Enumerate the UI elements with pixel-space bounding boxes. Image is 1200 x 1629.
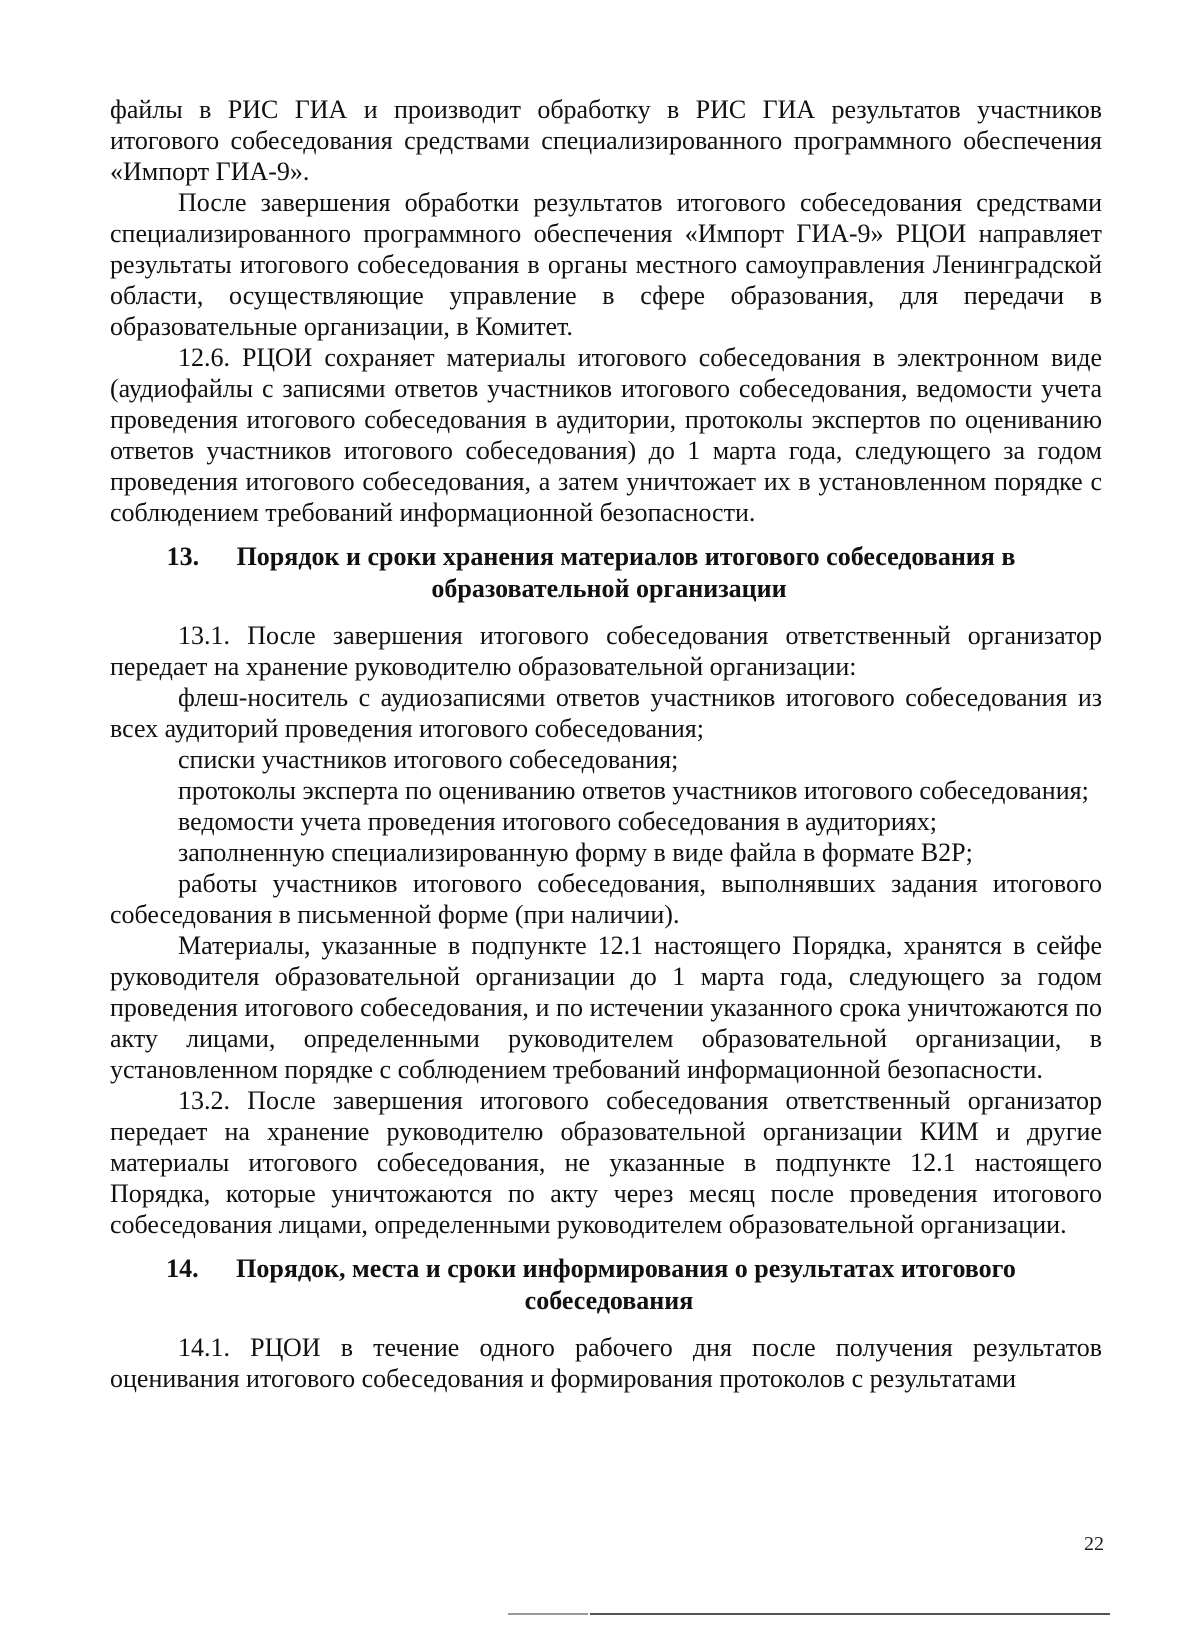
paragraph: После завершения обработки результатов итогового собеседования средствами специализированного программного обеспечения «Импорт ГИА-9» РЦОИ направляет результаты итогового собеседования в органы местного самоуправления Ленинградской области, осуществляющие управление в сфере образования, для передачи в образовательные организации, в Комитет.	[110, 188, 1102, 341]
section-number: 14.	[166, 1254, 199, 1283]
section-title: Порядок и сроки хранения материалов итогового собеседования в образовательной организации	[236, 542, 1016, 603]
list-item: протоколы эксперта по оцениванию ответов участников итогового собеседования;	[178, 776, 1089, 805]
paragraph: 13.2. После завершения итогового собеседования ответственный организатор передает на хранение руководителю образовательной организации КИМ и другие материалы итогового собеседования, не указанные в подпункте 12.1 настоящего Порядка, которые уничтожаются по акту через месяц после проведения итогового собеседования лицами, определенными руководителем образовательной организации.	[110, 1086, 1102, 1239]
list-item: работы участников итогового собеседования, выполнявших задания итогового собеседования в письменной форме (при наличии).	[110, 869, 1102, 929]
paragraph: 14.1. РЦОИ в течение одного рабочего дня после получения результатов оценивания итогового собеседования и формирования протоколов с результатами	[110, 1333, 1102, 1393]
list-item: ведомости учета проведения итогового собеседования в аудиториях;	[178, 807, 937, 836]
paragraph: 13.1. После завершения итогового собеседования ответственный организатор передает на хранение руководителю образовательной организации:	[110, 621, 1102, 681]
paragraph: Материалы, указанные в подпункте 12.1 настоящего Порядка, хранятся в сейфе руководителя образовательной организации до 1 марта года, следующего за годом проведения итогового собеседования, и по истечении указанного срока уничтожаются по акту лицами, определенными руководителем образовательной организации, в установленном порядке с соблюдением требований информационной безопасности.	[110, 931, 1102, 1084]
bottom-rule-short	[508, 1613, 588, 1615]
bottom-rule	[590, 1613, 1110, 1615]
paragraph: 12.6. РЦОИ сохраняет материалы итогового собеседования в электронном виде (аудиофайлы с записями ответов участников итогового собеседования, ведомости учета проведения итогового собеседования в аудитории, протоколы экспертов по оцениванию ответов участников итогового собеседования) до 1 марта года, следующего за годом проведения итогового собеседования, а затем уничтожает их в установленном порядке с соблюдением требований информационной безопасности.	[110, 343, 1102, 527]
list-item: флеш-носитель с аудиозаписями ответов участников итогового собеседования из всех аудиторий проведения итогового собеседования;	[110, 683, 1102, 743]
document-page	[110, 94, 1102, 1394]
page-number: 22	[1084, 1533, 1104, 1555]
section-title: Порядок, места и сроки информирования о результатах итогового собеседования	[236, 1254, 1016, 1315]
section-number: 13.	[166, 542, 200, 571]
section-heading-14	[110, 1253, 1102, 1317]
list-item: заполненную специализированную форму в виде файла в формате B2P;	[178, 838, 973, 867]
list-item: списки участников итогового собеседования;	[178, 745, 679, 774]
section-heading-13	[110, 541, 1102, 605]
paragraph: файлы в РИС ГИА и производит обработку в РИС ГИА результатов участников итогового собеседования средствами специализированного программного обеспечения «Импорт ГИА-9».	[110, 95, 1102, 186]
